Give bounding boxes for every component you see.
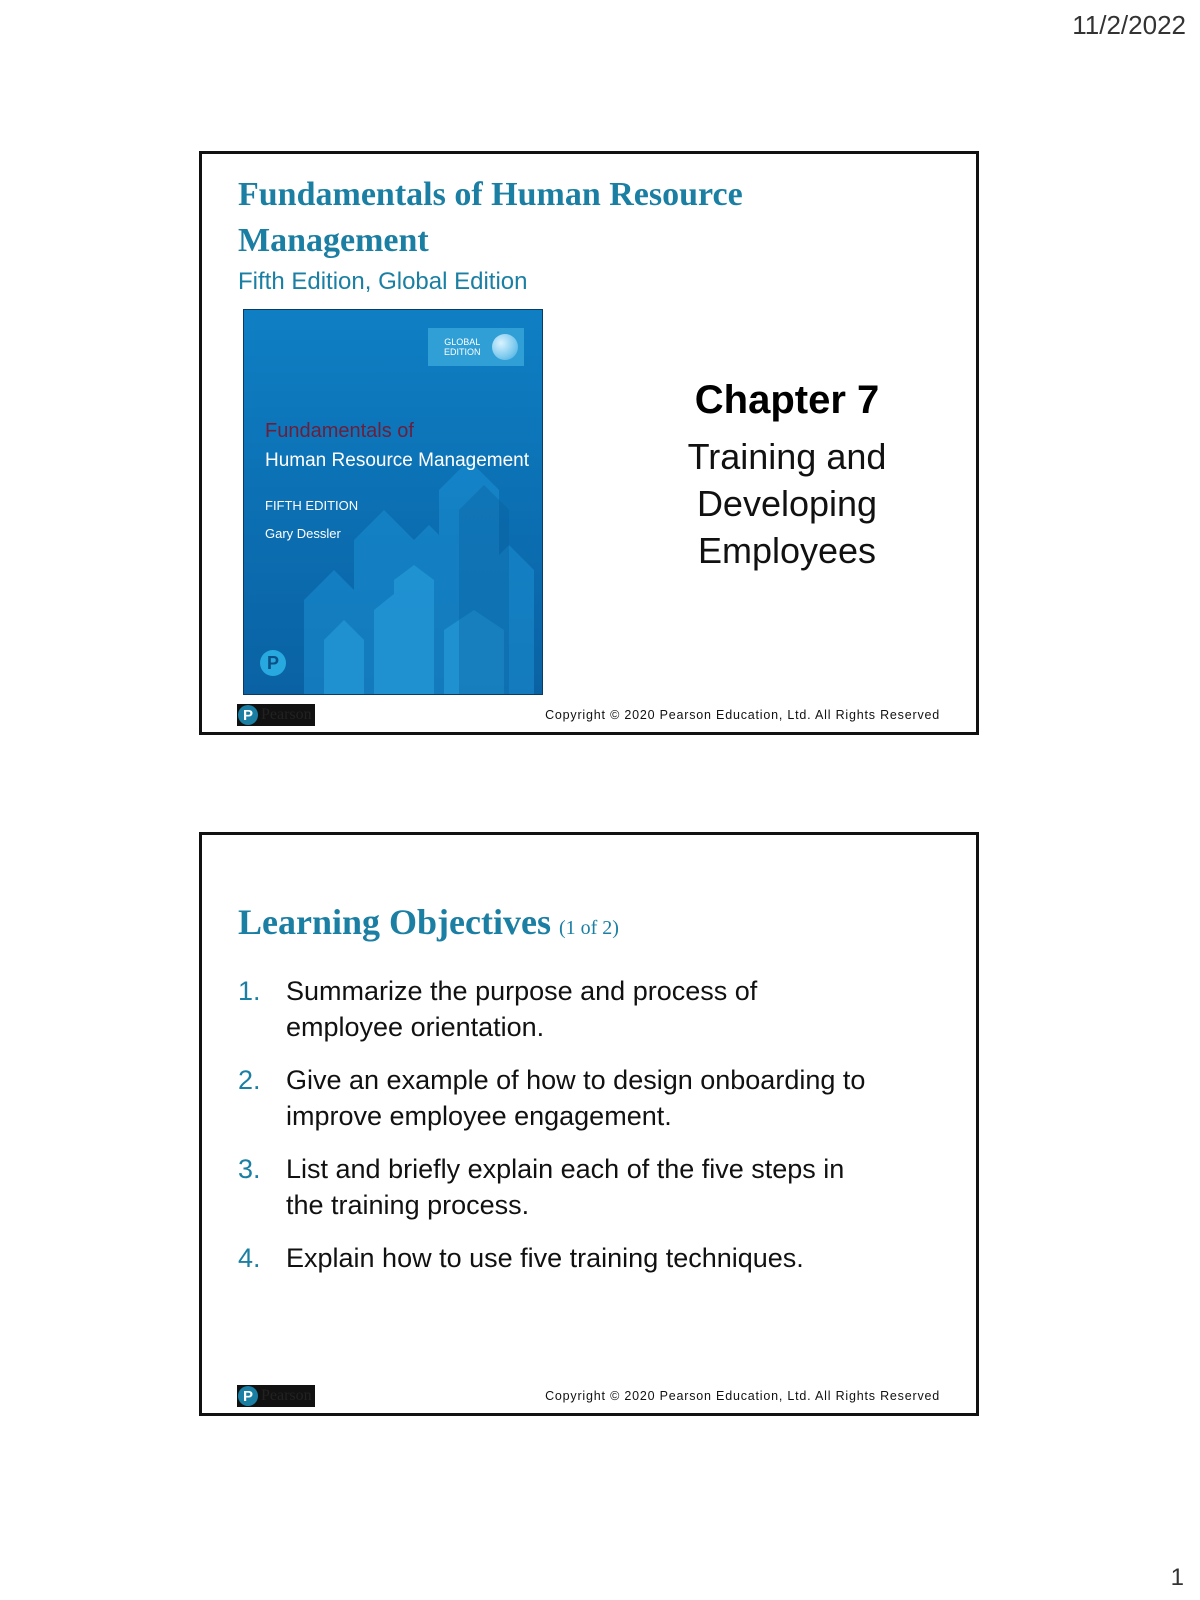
page-number: 1 bbox=[1170, 1564, 1184, 1591]
heading-text: Learning Objectives bbox=[238, 902, 551, 942]
badge-line1: GLOBAL bbox=[444, 337, 481, 347]
slide-learning-objectives bbox=[199, 832, 979, 1416]
cover-title-line1: Fundamentals of bbox=[265, 420, 414, 442]
list-item-line2: the training process. bbox=[286, 1190, 530, 1220]
list-item-line1: Explain how to use five training techniques. bbox=[286, 1243, 804, 1273]
list-item-line1: Summarize the purpose and process of bbox=[286, 976, 758, 1006]
list-item bbox=[238, 1151, 958, 1223]
list-item bbox=[238, 973, 958, 1045]
slide-title bbox=[199, 151, 979, 735]
pearson-logo-icon: P bbox=[238, 705, 258, 725]
book-subtitle: Fifth Edition, Global Edition bbox=[238, 268, 528, 295]
book-title bbox=[238, 172, 858, 264]
cover-author: Gary Dessler bbox=[265, 526, 341, 541]
list-item-number: 1. bbox=[238, 976, 261, 1006]
objectives-list bbox=[238, 973, 958, 1293]
cover-title-line2: Human Resource Management bbox=[265, 450, 530, 471]
book-title-line1: Fundamentals of Human Resource bbox=[238, 176, 743, 213]
list-item-number: 2. bbox=[238, 1065, 261, 1095]
chapter-title-line3: Employees bbox=[697, 530, 877, 571]
list-item-line1: List and briefly explain each of the five steps in bbox=[286, 1154, 845, 1184]
list-item-line2: improve employee engagement. bbox=[286, 1101, 672, 1131]
chapter-block bbox=[672, 378, 902, 574]
badge-line2: EDITION bbox=[444, 347, 481, 357]
list-item bbox=[238, 1240, 958, 1276]
chapter-number: Chapter 7 bbox=[694, 378, 880, 422]
list-item-number: 3. bbox=[238, 1154, 261, 1184]
list-item-line1: Give an example of how to design onboarding to bbox=[286, 1065, 866, 1095]
page-date: 11/2/2022 bbox=[1072, 10, 1186, 40]
chapter-title-line2: Developing bbox=[696, 483, 878, 524]
pearson-wordmark: Pearson bbox=[261, 706, 312, 723]
pearson-wordmark: Pearson bbox=[261, 1387, 312, 1404]
cover-edition: FIFTH EDITION bbox=[265, 498, 359, 513]
list-item-text bbox=[286, 1240, 804, 1276]
globe-icon bbox=[492, 334, 518, 360]
pearson-footer-logo bbox=[237, 704, 315, 726]
global-edition-badge bbox=[428, 328, 524, 366]
heading-page-indicator: (1 of 2) bbox=[558, 917, 619, 939]
chapter-title bbox=[672, 433, 902, 574]
slide-heading bbox=[238, 901, 619, 943]
list-item bbox=[238, 1062, 958, 1134]
copyright-notice: Copyright © 2020 Pearson Education, Ltd. All Rights Reserved bbox=[545, 708, 940, 722]
copyright-notice: Copyright © 2020 Pearson Education, Ltd. All Rights Reserved bbox=[545, 1389, 940, 1403]
pearson-footer-logo bbox=[237, 1385, 315, 1407]
list-item-number: 4. bbox=[238, 1243, 261, 1273]
chapter-title-line1: Training and bbox=[687, 436, 887, 477]
list-item-line2: employee orientation. bbox=[286, 1012, 545, 1042]
pearson-logo-icon: P bbox=[238, 1386, 258, 1406]
list-item-text bbox=[286, 1062, 865, 1134]
book-title-line2: Management bbox=[238, 222, 429, 259]
book-cover-image bbox=[243, 309, 543, 695]
list-item-text bbox=[286, 1151, 844, 1223]
list-item-text bbox=[286, 973, 757, 1045]
pearson-logo-icon: P bbox=[260, 650, 286, 676]
